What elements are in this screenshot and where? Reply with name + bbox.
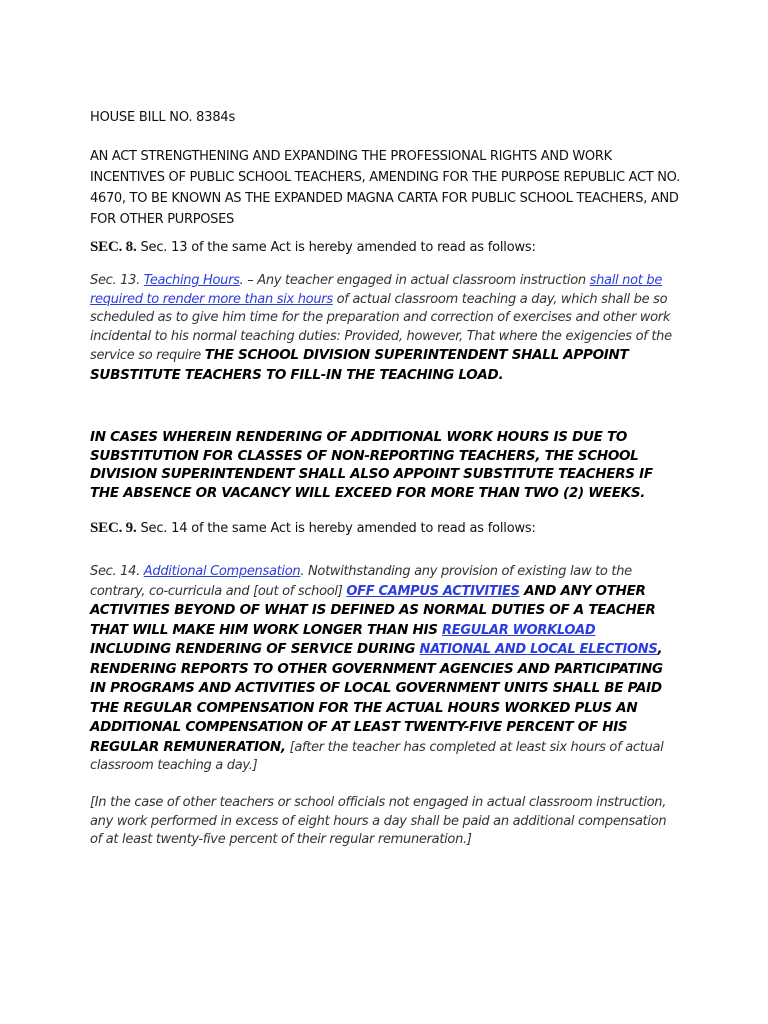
section-8-heading bbox=[90, 239, 680, 256]
section-9-label: SEC. 9. bbox=[90, 520, 137, 536]
six-hours-link[interactable]: shall not be required to render more than six hours bbox=[90, 273, 663, 307]
substitution-paragraph: IN CASES WHEREIN RENDERING OF ADDITIONAL WORK HOURS IS DUE TO SUBSTITUTION FOR CLASSES OF NON-REPORTING TEACHERS, THE SCHOOL DIVISION SUPERINTENDENT SHALL ALSO APPOINT SUBSTITUTE TEACHERS IF THE ABSENCE OR VACANCY WILL EXCEED FOR MORE THAN TWO (2) WEEKS. bbox=[90, 429, 653, 501]
bill-title: HOUSE BILL NO. 8384s bbox=[90, 110, 236, 125]
additional-compensation-link[interactable]: Additional Compensation bbox=[143, 564, 301, 579]
regular-workload-link[interactable]: REGULAR WORKLOAD bbox=[442, 622, 596, 638]
sec13-prefix: Sec. 13. bbox=[90, 273, 144, 288]
section-13-quote bbox=[90, 272, 680, 385]
section-8-text: Sec. 13 of the same Act is hereby amended to read as follows: bbox=[136, 240, 536, 255]
other-teachers-paragraph: [In the case of other teachers or school officials not engaged in actual classroom instruction, any work performed in excess of eight hours a day shall be paid an additional compensation of at least twenty-five percent of their regular remuneration.] bbox=[90, 795, 667, 847]
sec14-caps-3: , RENDERING REPORTS TO OTHER GOVERNMENT AGENCIES AND PARTICIPATING IN PROGRAMS AND ACTIVITIES OF LOCAL GOVERNMENT UNITS SHALL BE PAID THE REGULAR COMPENSATION FOR THE ACTUAL HOURS WORKED PLUS AN ADDITIONAL COMPENSATION OF AT LEAST TWENTY-FIVE PERCENT OF HIS REGULAR REMUNERATION, bbox=[90, 641, 663, 755]
sec13-text-1: . – Any teacher engaged in actual classroom instruction bbox=[239, 273, 590, 288]
sec14-text-1: . Notwithstanding any provision of existing law to the contrary, co-curricula and [out of school] bbox=[90, 564, 632, 599]
act-title: AN ACT STRENGTHENING AND EXPANDING THE PROFESSIONAL RIGHTS AND WORK INCENTIVES OF PUBLIC SCHOOL TEACHERS, AMENDING FOR THE PURPOSE REPUBLIC ACT NO. 4670, TO BE KNOWN AS THE EXPANDED MAGNA CARTA FOR PUBLIC SCHOOL TEACHERS, AND FOR OTHER PURPOSES bbox=[90, 149, 680, 227]
sec14-text-2: [after the teacher has completed at least six hours of actual classroom teaching a day.] bbox=[90, 739, 664, 773]
section-9-text: Sec. 14 of the same Act is hereby amended to read as follows: bbox=[136, 521, 536, 536]
section-9-heading bbox=[90, 520, 680, 537]
teaching-hours-link[interactable]: Teaching Hours bbox=[143, 273, 240, 288]
national-local-elections-link[interactable]: NATIONAL AND LOCAL ELECTIONS bbox=[419, 642, 658, 657]
sec13-text-2: of actual classroom teaching a day, which shall be so scheduled as to give him time for the preparation and correction of exercises and other work incidental to his normal teaching duties: Provided, however, That where the exigencies of the service so require bbox=[90, 291, 672, 363]
sec13-caps-amendment: THE SCHOOL DIVISION SUPERINTENDENT SHALL APPOINT SUBSTITUTE TEACHERS TO FILL-IN THE TEACHING LOAD. bbox=[90, 347, 629, 383]
section-8-label: SEC. 8. bbox=[90, 239, 137, 255]
section-14-quote bbox=[90, 563, 680, 776]
off-campus-activities-link[interactable]: OFF CAMPUS ACTIVITIES bbox=[346, 583, 520, 599]
sec14-prefix: Sec. 14. bbox=[90, 564, 144, 579]
sec14-caps-2: INCLUDING RENDERING OF SERVICE DURING bbox=[90, 641, 420, 657]
sec14-caps-1: AND ANY OTHER ACTIVITIES BEYOND OF WHAT IS DEFINED AS NORMAL DUTIES OF A TEACHER THAT WILL MAKE HIM WORK LONGER THAN HIS bbox=[90, 582, 656, 638]
